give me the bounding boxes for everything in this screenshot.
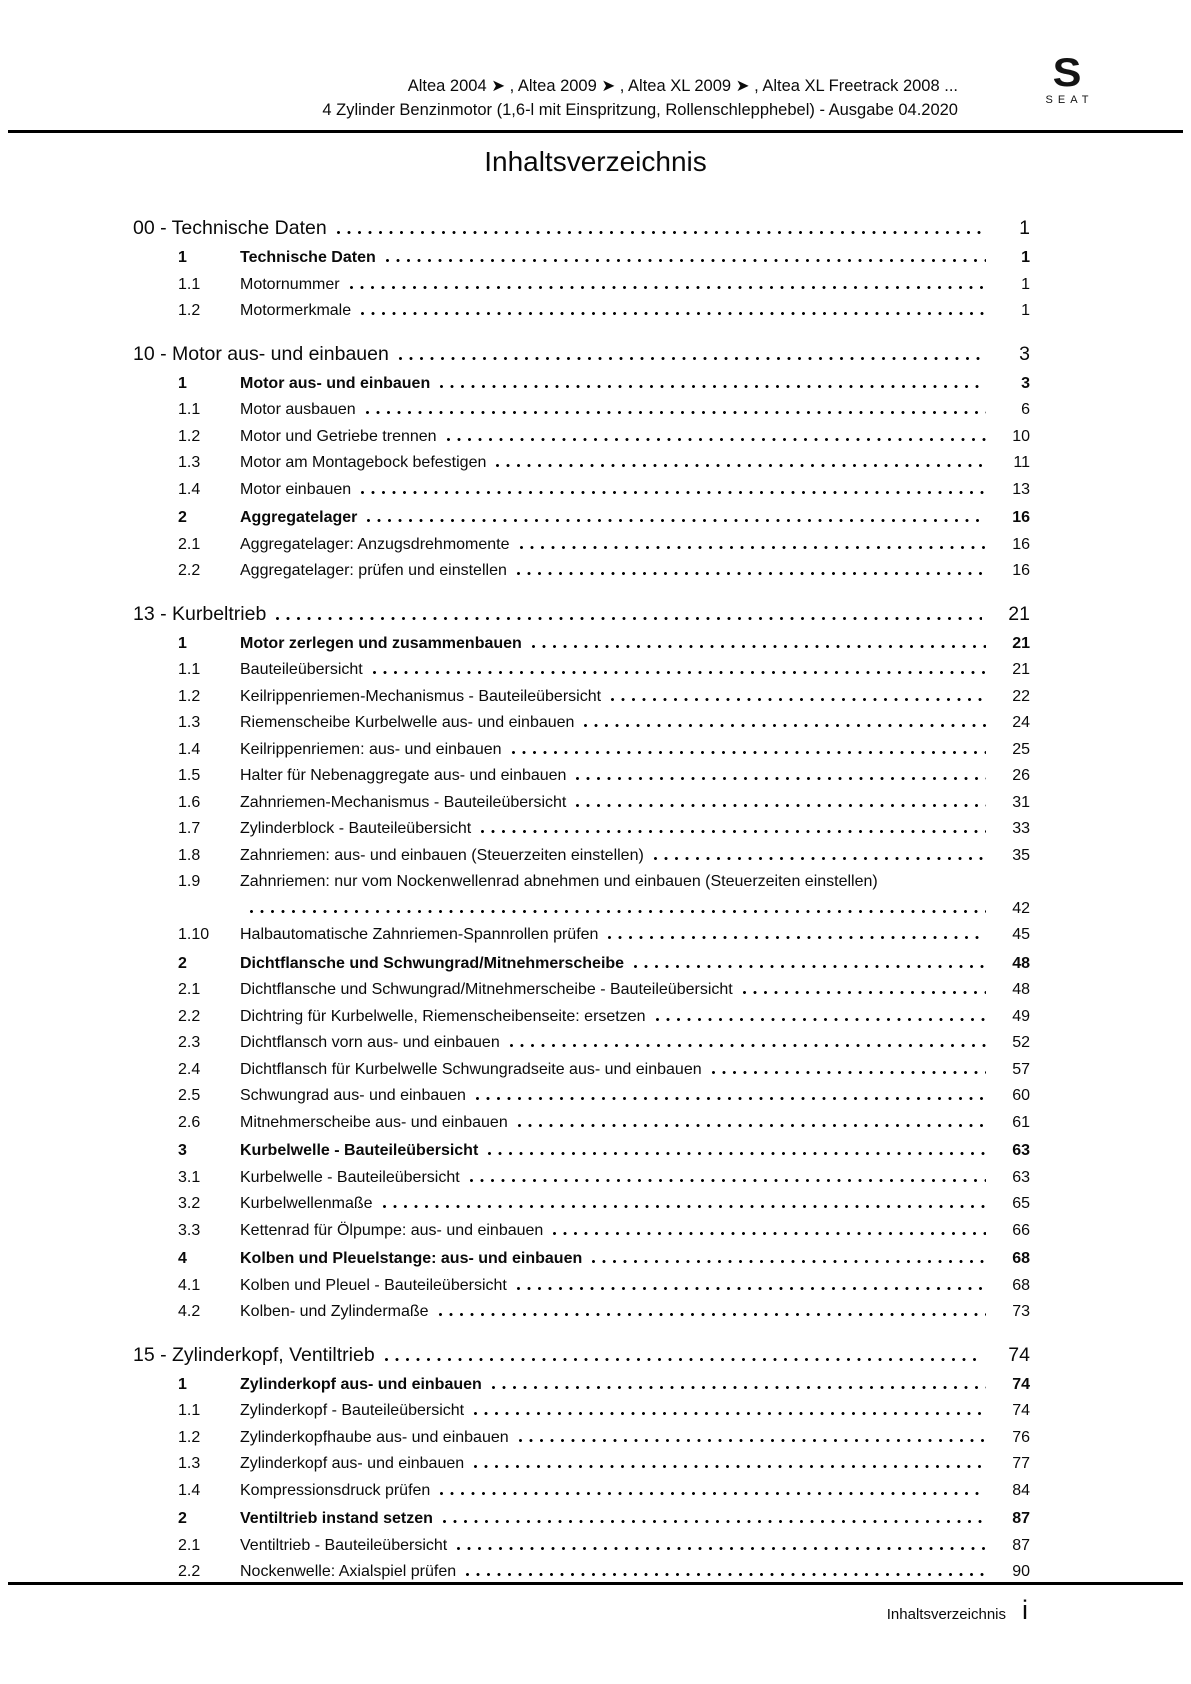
page-number: 60 xyxy=(1012,1087,1030,1104)
toc-entry xyxy=(133,298,1030,325)
dot-leader xyxy=(496,464,986,467)
entry-title: Zylinderkopf - Bauteileübersicht xyxy=(240,1402,465,1419)
seat-logo xyxy=(1035,53,1099,106)
page-number: 31 xyxy=(1012,793,1030,811)
entry-number: 2.1 xyxy=(178,535,201,553)
toc-entry-continuation xyxy=(133,896,1030,923)
toc-entry xyxy=(133,922,1030,949)
page-number: 74 xyxy=(1008,1343,1030,1366)
footer-divider xyxy=(8,1582,1183,1585)
entry-title: Halbautomatische Zahnriemen-Spannrollen prüfen xyxy=(240,926,599,943)
entry-title: Motor einbauen xyxy=(240,480,352,498)
entry-title: Dichtring für Kurbelwelle, Riemenscheibenseite: ersetzen xyxy=(240,1007,646,1025)
page-number: 24 xyxy=(1012,714,1030,731)
page-number: 48 xyxy=(1012,981,1030,998)
dot-leader xyxy=(518,1124,986,1127)
entry-title: Dichtflansch vorn aus- und einbauen xyxy=(240,1034,500,1051)
entry-number: 2.2 xyxy=(178,1007,201,1025)
page-number: 68 xyxy=(1012,1250,1030,1267)
dot-leader xyxy=(517,1287,986,1290)
toc-entry xyxy=(133,1506,1030,1533)
entry-title: Zylinderblock - Bauteileübersicht xyxy=(240,820,472,837)
entry-number: 2 xyxy=(178,954,187,972)
toc-entry xyxy=(133,1191,1030,1218)
entry-number: 1 xyxy=(178,249,187,266)
entry-title: Kurbelwelle - Bauteileübersicht xyxy=(240,1142,479,1159)
toc-entry xyxy=(133,1246,1030,1273)
page-number: 21 xyxy=(1008,602,1030,625)
entry-title: Motor am Montagebock befestigen xyxy=(240,454,487,471)
dot-leader xyxy=(592,1260,986,1263)
toc-entry xyxy=(133,371,1030,398)
toc xyxy=(133,213,1030,1586)
entry-title: Keilrippenriemen: aus- und einbauen xyxy=(240,740,502,758)
entry-number: 2.2 xyxy=(178,562,201,579)
page-number: 25 xyxy=(1012,740,1030,758)
page-number: 6 xyxy=(1021,401,1030,418)
entry-number: 1.4 xyxy=(178,740,201,758)
page-number: 10 xyxy=(1012,427,1030,445)
toc-entry xyxy=(133,737,1030,764)
toc-entry xyxy=(133,951,1030,978)
page-number: 16 xyxy=(1012,562,1030,579)
dot-leader xyxy=(383,1205,986,1208)
dot-leader xyxy=(361,312,986,315)
toc-section-heading xyxy=(133,1340,1030,1370)
dot-leader xyxy=(440,1492,986,1495)
entry-title: Zahnriemen: nur vom Nockenwellenrad abnehmen und einbauen (Steuerzeiten einstellen) xyxy=(240,873,878,890)
toc-entry xyxy=(133,1004,1030,1031)
page-number: 45 xyxy=(1012,926,1030,943)
entry-title: Aggregatelager: Anzugsdrehmomente xyxy=(240,535,510,553)
toc-entry xyxy=(133,869,1030,896)
toc-entry xyxy=(133,1451,1030,1478)
page-number: 1 xyxy=(1021,275,1030,293)
entry-number: 3.2 xyxy=(178,1195,201,1212)
entry-title: Motormerkmale xyxy=(240,302,352,319)
toc-entry xyxy=(133,1273,1030,1300)
toc-entry xyxy=(133,763,1030,790)
toc-entry xyxy=(133,1165,1030,1192)
toc-section-heading xyxy=(133,339,1030,369)
entry-number: 2.4 xyxy=(178,1060,201,1078)
entry-number: 1.2 xyxy=(178,1428,201,1446)
toc-entry xyxy=(133,1057,1030,1084)
entry-number: 1.1 xyxy=(178,401,201,418)
section-title: 15 - Zylinderkopf, Ventiltrieb xyxy=(133,1343,375,1366)
dot-leader xyxy=(457,1547,986,1550)
dot-leader xyxy=(553,1232,986,1235)
toc-entry xyxy=(133,790,1030,817)
dot-leader xyxy=(276,617,982,620)
dot-leader xyxy=(519,1439,986,1442)
page-number: 16 xyxy=(1012,535,1030,553)
dot-leader xyxy=(517,572,986,575)
dot-leader xyxy=(367,519,986,522)
entry-number: 1.3 xyxy=(178,714,201,731)
toc-entry xyxy=(133,558,1030,585)
toc-entry xyxy=(133,1425,1030,1452)
toc-entry xyxy=(133,1218,1030,1245)
header-line1: Altea 2004 ➤ , Altea 2009 ➤ , Altea XL 2009 ➤ , Altea XL Freetrack 2008 ... xyxy=(407,77,958,95)
page-number: 22 xyxy=(1012,687,1030,705)
entry-number: 1.2 xyxy=(178,302,201,319)
toc-entry xyxy=(133,1398,1030,1425)
entry-title: Halter für Nebenaggregate aus- und einbauen xyxy=(240,767,567,784)
page-number: 76 xyxy=(1012,1428,1030,1446)
toc-entry xyxy=(133,424,1030,451)
toc-entry xyxy=(133,397,1030,424)
dot-leader xyxy=(743,991,986,994)
entry-title: Keilrippenriemen-Mechanismus - Bauteileübersicht xyxy=(240,687,602,705)
entry-title: Schwungrad aus- und einbauen xyxy=(240,1087,466,1104)
page-number: 49 xyxy=(1012,1007,1030,1025)
dot-leader xyxy=(440,385,986,388)
header-divider xyxy=(8,130,1183,133)
entry-number: 1.1 xyxy=(178,661,201,678)
entry-number: 1.5 xyxy=(178,767,201,784)
entry-title: Ventiltrieb - Bauteileübersicht xyxy=(240,1536,448,1554)
entry-number: 2.5 xyxy=(178,1087,201,1104)
page-number: 21 xyxy=(1012,634,1030,652)
entry-number: 1.6 xyxy=(178,793,201,811)
page-footer xyxy=(887,1596,1028,1624)
entry-number: 2 xyxy=(178,1510,187,1527)
dot-leader xyxy=(634,965,986,968)
dot-leader xyxy=(373,671,986,674)
dot-leader xyxy=(443,1520,986,1523)
entry-title: Bauteileübersicht xyxy=(240,661,363,678)
page-title: Inhaltsverzeichnis xyxy=(484,146,707,177)
toc-entry xyxy=(133,1030,1030,1057)
seat-s-icon: S xyxy=(1052,51,1082,95)
toc-entry xyxy=(133,450,1030,477)
toc-entry xyxy=(133,532,1030,559)
page-number: 26 xyxy=(1012,767,1030,784)
entry-title: Mitnehmerscheibe aus- und einbauen xyxy=(240,1113,508,1131)
toc-section-heading xyxy=(133,213,1030,243)
dot-leader xyxy=(250,910,986,913)
entry-title: Riemenscheibe Kurbelwelle aus- und einbauen xyxy=(240,714,575,731)
toc-entry xyxy=(133,843,1030,870)
dot-leader xyxy=(608,936,986,939)
entry-title: Zylinderkopf aus- und einbauen xyxy=(240,1375,482,1393)
section-title: 13 - Kurbeltrieb xyxy=(133,602,267,625)
entry-number: 4.1 xyxy=(178,1276,201,1294)
dot-leader xyxy=(510,1044,986,1047)
page-number: 3 xyxy=(1019,342,1030,365)
entry-number: 1.4 xyxy=(178,1481,201,1499)
entry-title: Kettenrad für Ölpumpe: aus- und einbauen xyxy=(240,1221,544,1239)
dot-leader xyxy=(611,698,986,701)
dot-leader xyxy=(481,830,986,833)
dot-leader xyxy=(584,724,986,727)
header-line2: 4 Zylinder Benzinmotor (1,6-l mit Einspritzung, Rollenschlepphebel) - Ausgabe 04.2020 xyxy=(322,101,958,119)
entry-number: 1.10 xyxy=(178,926,210,943)
toc-entry xyxy=(133,1372,1030,1399)
toc-entry xyxy=(133,245,1030,272)
toc-entry xyxy=(133,272,1030,299)
entry-title: Kompressionsdruck prüfen xyxy=(240,1481,431,1499)
page-number: 77 xyxy=(1012,1455,1030,1472)
page-number: 74 xyxy=(1012,1402,1030,1419)
entry-title: Motornummer xyxy=(240,275,340,293)
entry-number: 1 xyxy=(178,634,187,652)
dot-leader xyxy=(712,1071,986,1074)
toc-section-heading xyxy=(133,599,1030,629)
dot-leader xyxy=(488,1152,986,1155)
entry-title: Motor und Getriebe trennen xyxy=(240,427,437,445)
page-number: 1 xyxy=(1021,249,1030,266)
dot-leader xyxy=(474,1465,986,1468)
page-number: 66 xyxy=(1012,1221,1030,1239)
entry-number: 2.2 xyxy=(178,1563,201,1580)
entry-number: 1.8 xyxy=(178,846,201,864)
page-number: 87 xyxy=(1012,1510,1030,1527)
dot-leader xyxy=(656,1018,986,1021)
entry-title: Nockenwelle: Axialspiel prüfen xyxy=(240,1563,457,1580)
entry-number: 2.1 xyxy=(178,981,201,998)
dot-leader xyxy=(385,1358,982,1361)
entry-number: 3.3 xyxy=(178,1221,201,1239)
page-number: 42 xyxy=(1012,899,1030,917)
entry-title: Kolben und Pleuelstange: aus- und einbauen xyxy=(240,1250,583,1267)
toc-entry xyxy=(133,505,1030,532)
entry-number: 1 xyxy=(178,374,187,392)
entry-number: 2.3 xyxy=(178,1034,201,1051)
dot-leader xyxy=(337,231,982,234)
toc-entry xyxy=(133,816,1030,843)
toc-entry xyxy=(133,1533,1030,1560)
page-number: 48 xyxy=(1012,954,1030,972)
page-number: 16 xyxy=(1012,509,1030,526)
toc-entry xyxy=(133,710,1030,737)
entry-number: 3.1 xyxy=(178,1168,201,1186)
entry-number: 3 xyxy=(178,1142,187,1159)
dot-leader xyxy=(576,804,986,807)
page-number: 87 xyxy=(1012,1536,1030,1554)
entry-number: 1.3 xyxy=(178,1455,201,1472)
page-number: 21 xyxy=(1012,661,1030,678)
page-number: 1 xyxy=(1019,217,1030,239)
dot-leader xyxy=(470,1179,986,1182)
page-number: 61 xyxy=(1012,1113,1030,1131)
page-number: 3 xyxy=(1021,374,1030,392)
dot-leader xyxy=(474,1412,986,1415)
toc-entry xyxy=(133,1083,1030,1110)
footer-label: Inhaltsverzeichnis xyxy=(886,1606,1006,1623)
page-number: 52 xyxy=(1012,1034,1030,1051)
dot-leader xyxy=(576,777,986,780)
entry-title: Motor aus- und einbauen xyxy=(240,374,431,392)
section-title: 10 - Motor aus- und einbauen xyxy=(133,342,389,365)
seat-logo-text: SEAT xyxy=(1045,94,1094,106)
entry-number: 1.2 xyxy=(178,687,201,705)
entry-title: Kolben- und Zylindermaße xyxy=(240,1303,429,1320)
entry-title: Ventiltrieb instand setzen xyxy=(240,1510,433,1527)
dot-leader xyxy=(466,1573,986,1576)
page-number: 33 xyxy=(1012,820,1030,837)
entry-title: Dichtflansche und Schwungrad/Mitnehmerscheibe xyxy=(240,954,625,972)
page-number: 11 xyxy=(1013,454,1030,471)
toc-entry xyxy=(133,1299,1030,1326)
entry-title: Zylinderkopf aus- und einbauen xyxy=(240,1455,465,1472)
toc-entry xyxy=(133,977,1030,1004)
toc-entry xyxy=(133,477,1030,504)
page-number: 73 xyxy=(1012,1303,1030,1320)
page-header xyxy=(322,74,958,122)
toc-section xyxy=(133,599,1030,1326)
dot-leader xyxy=(532,645,986,648)
entry-number: 4 xyxy=(178,1250,187,1267)
entry-number: 1.9 xyxy=(178,873,201,890)
page-number: 63 xyxy=(1012,1168,1030,1186)
entry-title: Kurbelwellenmaße xyxy=(240,1195,373,1212)
dot-leader xyxy=(361,491,986,494)
toc-entry xyxy=(133,657,1030,684)
toc-entry xyxy=(133,1138,1030,1165)
entry-number: 2.6 xyxy=(178,1113,201,1131)
entry-number: 4.2 xyxy=(178,1303,201,1320)
entry-number: 1.3 xyxy=(178,454,201,471)
entry-title: Motor zerlegen und zusammenbauen xyxy=(240,634,522,652)
entry-title: Dichtflansch für Kurbelwelle Schwungradseite aus- und einbauen xyxy=(240,1060,702,1078)
entry-number: 1.7 xyxy=(178,820,201,837)
page-number: 13 xyxy=(1012,480,1030,498)
entry-title: Kurbelwelle - Bauteileübersicht xyxy=(240,1168,460,1186)
entry-title: Aggregatelager xyxy=(240,509,358,526)
entry-title: Motor ausbauen xyxy=(240,401,356,418)
toc-entry xyxy=(133,631,1030,658)
entry-number: 1.1 xyxy=(178,1402,201,1419)
page-number: 68 xyxy=(1012,1276,1030,1294)
toc-section xyxy=(133,339,1030,585)
entry-title: Zahnriemen: aus- und einbauen (Steuerzeiten einstellen) xyxy=(240,846,644,864)
dot-leader xyxy=(399,357,982,360)
toc-section xyxy=(133,1340,1030,1586)
page-number: 65 xyxy=(1012,1195,1030,1212)
dot-leader xyxy=(386,259,986,262)
page-number: 74 xyxy=(1012,1375,1030,1393)
page-number: 57 xyxy=(1012,1060,1030,1078)
dot-leader xyxy=(512,751,986,754)
dot-leader xyxy=(439,1313,986,1316)
toc-entry xyxy=(133,1110,1030,1137)
toc-section xyxy=(133,213,1030,325)
footer-page-number: i xyxy=(1022,1595,1028,1625)
toc-entry xyxy=(133,684,1030,711)
entry-number: 2.1 xyxy=(178,1536,201,1554)
page-number: 35 xyxy=(1012,846,1030,864)
entry-title: Dichtflansche und Schwungrad/Mitnehmerscheibe - Bauteileübersicht xyxy=(240,981,733,998)
entry-title: Zahnriemen-Mechanismus - Bauteileübersicht xyxy=(240,793,567,811)
dot-leader xyxy=(350,286,986,289)
dot-leader xyxy=(476,1097,986,1100)
toc-entry xyxy=(133,1478,1030,1505)
entry-number: 1 xyxy=(178,1375,187,1393)
entry-title: Kolben und Pleuel - Bauteileübersicht xyxy=(240,1276,507,1294)
dot-leader xyxy=(654,857,986,860)
entry-title: Technische Daten xyxy=(240,249,376,266)
entry-number: 1.4 xyxy=(178,480,201,498)
page-number: 84 xyxy=(1012,1481,1030,1499)
entry-number: 2 xyxy=(178,509,187,526)
page-number: 1 xyxy=(1021,302,1030,319)
section-title: 00 - Technische Daten xyxy=(133,217,327,239)
entry-number: 1.2 xyxy=(178,427,201,445)
dot-leader xyxy=(520,546,986,549)
dot-leader xyxy=(447,438,986,441)
dot-leader xyxy=(492,1386,986,1389)
page-number: 90 xyxy=(1012,1563,1030,1580)
entry-title: Aggregatelager: prüfen und einstellen xyxy=(240,562,507,579)
entry-number: 1.1 xyxy=(178,275,201,293)
dot-leader xyxy=(366,411,986,414)
page-number: 63 xyxy=(1012,1142,1030,1159)
entry-title: Zylinderkopfhaube aus- und einbauen xyxy=(240,1428,509,1446)
